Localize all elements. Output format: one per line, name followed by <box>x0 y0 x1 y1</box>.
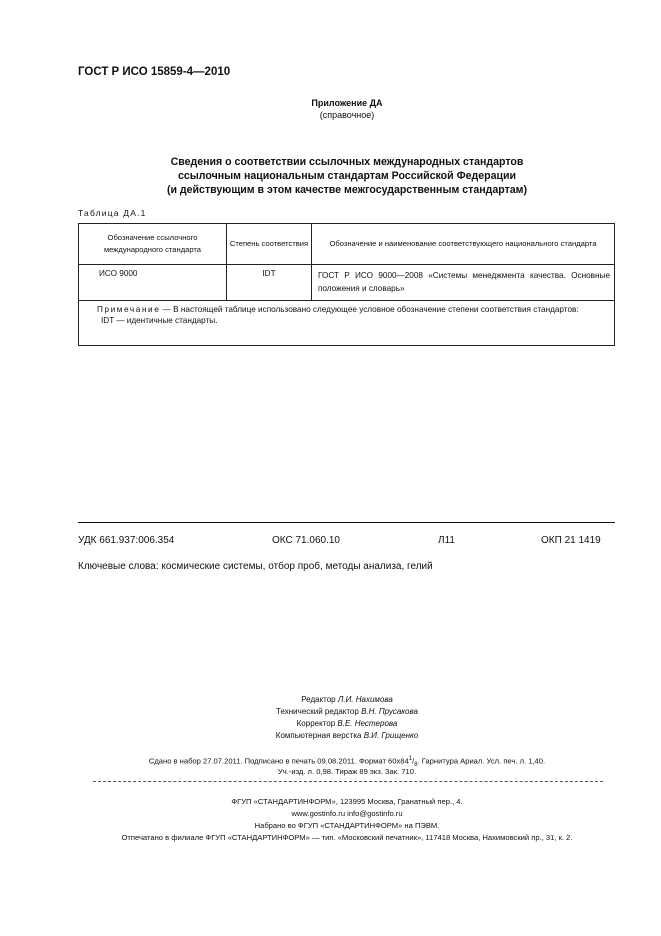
correspondence-table <box>78 223 615 346</box>
heading-line-3: (и действующим в этом качестве межгосударственным стандартам) <box>166 184 528 196</box>
publisher-contacts: www.gostinfo.ru info@gostinfo.ru <box>291 809 403 818</box>
print-info-line-2: Уч.-изд. л. 0,98. Тираж 89 экз. Зак. 710. <box>277 767 417 776</box>
column-header-degree: Степень соответствия <box>227 224 312 265</box>
typeset-info: Набрано во ФГУП «СТАНДАРТИНФОРМ» на ПЭВМ. <box>254 821 440 830</box>
keywords: Ключевые слова: космические системы, отбор проб, методы анализа, гелий <box>78 561 433 572</box>
table-header-row <box>79 224 615 265</box>
corrector-name: В.Е. Нестерова <box>337 719 398 728</box>
staff-tech-editor <box>0 706 661 718</box>
table-caption: Таблица ДА.1 <box>78 208 147 218</box>
cell-degree: IDT <box>227 265 312 301</box>
layout-label: Компьютерная верстка <box>275 731 362 740</box>
annex-subtitle: (справочное) <box>319 110 375 120</box>
print-info-line-1: Сдано в набор 27.07.2011. Подписано в печать 09.08.2011. Формат $60x84^1/_8$. Гарнитура Ариал. Усл. печ. л. 1,40. <box>148 756 546 769</box>
staff-layout <box>0 730 661 742</box>
document-id: ГОСТ Р ИСО 15859-4—2010 <box>78 66 231 78</box>
divider <box>78 522 615 523</box>
tech-editor-name: В.Н. Прусакова <box>361 707 418 716</box>
printed-info: Отпечатано в филиале ФГУП «СТАНДАРТИНФОРМ» — тип. «Московский печатник», 117418 Москва, Нахимовский пр., 31, к. 2. <box>121 833 573 842</box>
note-text: — В настоящей таблице использовано следующее условное обозначение степени соответствия стандартов: <box>160 305 579 314</box>
column-header-reference: Обозначение ссылочного международного стандарта <box>79 224 227 265</box>
tech-editor-label: Технический редактор <box>276 707 359 716</box>
cell-reference: ИСО 9000 <box>79 265 227 301</box>
note-label: Примечание <box>97 305 161 314</box>
udk-code: УДК 661.937:006.354 <box>78 535 175 546</box>
oks-code: ОКС 71.060.10 <box>272 535 340 546</box>
editor-label: Редактор <box>301 695 336 704</box>
layout-name: В.И. Грищенко <box>363 731 419 740</box>
publisher-address: ФГУП «СТАНДАРТИНФОРМ», 123995 Москва, Гранатный пер., 4. <box>231 797 463 806</box>
note-definition: IDT — идентичные стандарты. <box>101 316 218 325</box>
staff-editor <box>0 694 661 706</box>
okp-code: ОКП 21 1419 <box>541 535 601 546</box>
table-note <box>79 301 615 346</box>
heading-line-2: ссылочным национальным стандартам Российской Федерации <box>177 170 517 182</box>
table-note-row <box>79 301 615 346</box>
annex-title: Приложение ДА <box>311 98 383 108</box>
group-code: Л11 <box>438 535 455 546</box>
cell-national: ГОСТ Р ИСО 9000—2008 «Системы менеджмента качества. Основные положения и словарь» <box>312 265 615 301</box>
column-header-national: Обозначение и наименование соответствующего национального стандарта <box>312 224 615 265</box>
section-heading <box>0 155 661 197</box>
corrector-label: Корректор <box>296 719 336 728</box>
dashed-divider <box>93 781 603 782</box>
heading-line-1: Сведения о соответствии ссылочных международных стандартов <box>170 156 524 168</box>
editor-name: Л.И. Нахимова <box>337 695 393 704</box>
table-row <box>79 265 615 301</box>
staff-corrector <box>0 718 661 730</box>
